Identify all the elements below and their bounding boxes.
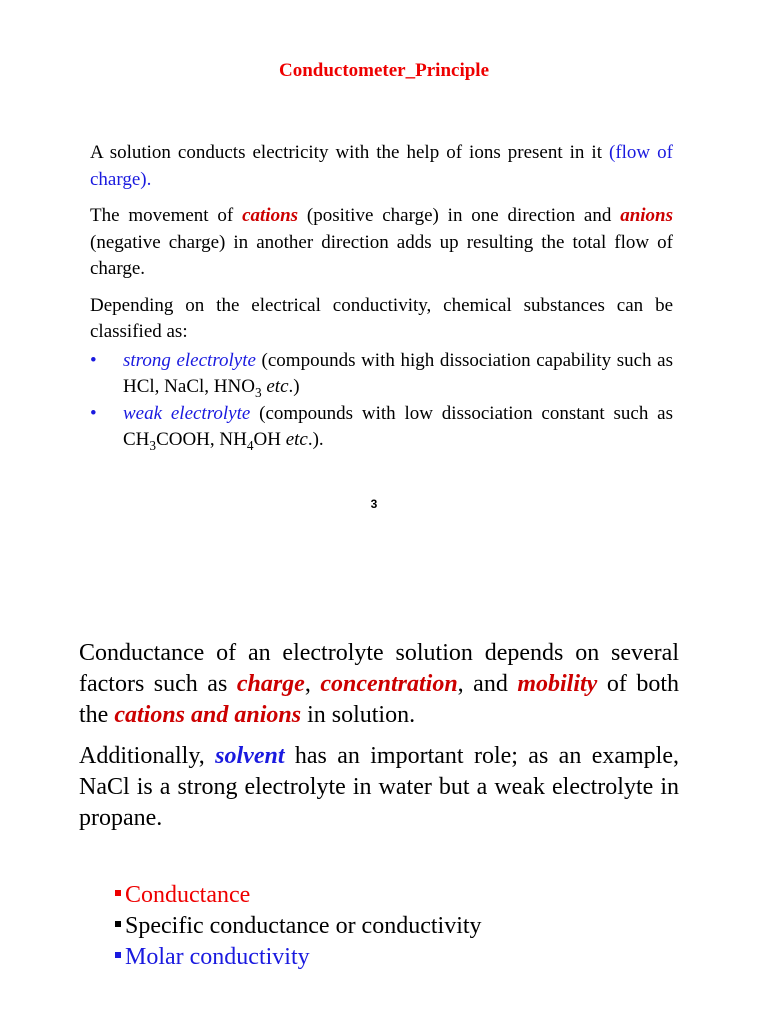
text: of both the bbox=[79, 671, 680, 728]
etc: etc bbox=[266, 376, 289, 397]
list-item-molar-conductivity bbox=[115, 942, 482, 973]
square-bullet-icon bbox=[115, 890, 121, 896]
text: .) bbox=[288, 376, 300, 397]
text: Additionally, bbox=[79, 743, 216, 769]
bullet-icon: • bbox=[90, 349, 97, 371]
list-item-specific-conductance bbox=[115, 911, 482, 942]
conductance-types-list bbox=[115, 880, 482, 973]
term-concentration: concentration bbox=[320, 671, 458, 697]
subscript: 3 bbox=[254, 384, 262, 400]
list-item-conductance bbox=[115, 880, 482, 911]
list-item-strong-electrolyte bbox=[90, 348, 673, 401]
term-cations: cations bbox=[242, 205, 299, 226]
paragraph-conduction bbox=[90, 140, 673, 193]
slide-principle bbox=[90, 140, 673, 454]
paragraph-factors bbox=[79, 638, 679, 731]
square-bullet-icon bbox=[115, 952, 121, 958]
paragraph-classification: Depending on the electrical conductivity, chemical substances can be classified as: bbox=[90, 294, 673, 342]
etc: etc bbox=[285, 429, 308, 450]
term-anions: anions bbox=[620, 205, 673, 226]
text: in solution. bbox=[301, 702, 416, 728]
list-item-label: Conductance bbox=[125, 882, 251, 908]
text: A solution conducts electricity with the help of ions present in it bbox=[90, 142, 609, 163]
page-number: 3 bbox=[370, 497, 378, 511]
list-item-weak-electrolyte bbox=[90, 401, 673, 454]
paragraph-movement bbox=[90, 203, 673, 283]
text: The movement of bbox=[90, 205, 243, 226]
text: Conductance of an electrolyte solution depends on several factors such as bbox=[79, 640, 679, 697]
text: , bbox=[304, 671, 321, 697]
subscript: 4 bbox=[246, 437, 254, 453]
term-strong-electrolyte: strong electrolyte bbox=[123, 349, 256, 371]
square-bullet-icon bbox=[115, 921, 121, 927]
electrolyte-list bbox=[90, 348, 673, 454]
term-solvent: solvent bbox=[215, 743, 285, 769]
bullet-icon: • bbox=[90, 402, 97, 424]
text: (positive charge) in one direction and bbox=[298, 205, 621, 226]
term-cations-and-anions: cations and anions bbox=[114, 702, 302, 728]
text: (negative charge) in another direction adds up resulting the total flow of charge. bbox=[90, 231, 673, 279]
text: has an important role; as an example, NaCl is a strong electrolyte in water but a weak electrolyte in propane. bbox=[79, 743, 680, 831]
term-weak-electrolyte: weak electrolyte bbox=[123, 402, 251, 424]
list-item-label: Molar conductivity bbox=[125, 944, 310, 970]
text: COOH, NH bbox=[156, 429, 247, 450]
term-charge: charge bbox=[236, 671, 305, 697]
text: , and bbox=[457, 671, 518, 697]
slide-conductance bbox=[79, 638, 679, 844]
list-item-label: Specific conductance or conductivity bbox=[125, 913, 482, 939]
paragraph-solvent bbox=[79, 741, 679, 834]
page-title: Conductometer_Principle bbox=[278, 60, 489, 81]
flow-of-charge-note: (flow of charge). bbox=[90, 142, 673, 190]
subscript: 3 bbox=[149, 437, 157, 453]
term-mobility: mobility bbox=[517, 671, 598, 697]
text: OH bbox=[253, 429, 286, 450]
text: .). bbox=[307, 429, 324, 450]
text: (compounds with low dissociation constant such as CH bbox=[123, 402, 673, 450]
text: (compounds with high dissociation capability such as HCl, NaCl, HNO bbox=[123, 349, 673, 397]
